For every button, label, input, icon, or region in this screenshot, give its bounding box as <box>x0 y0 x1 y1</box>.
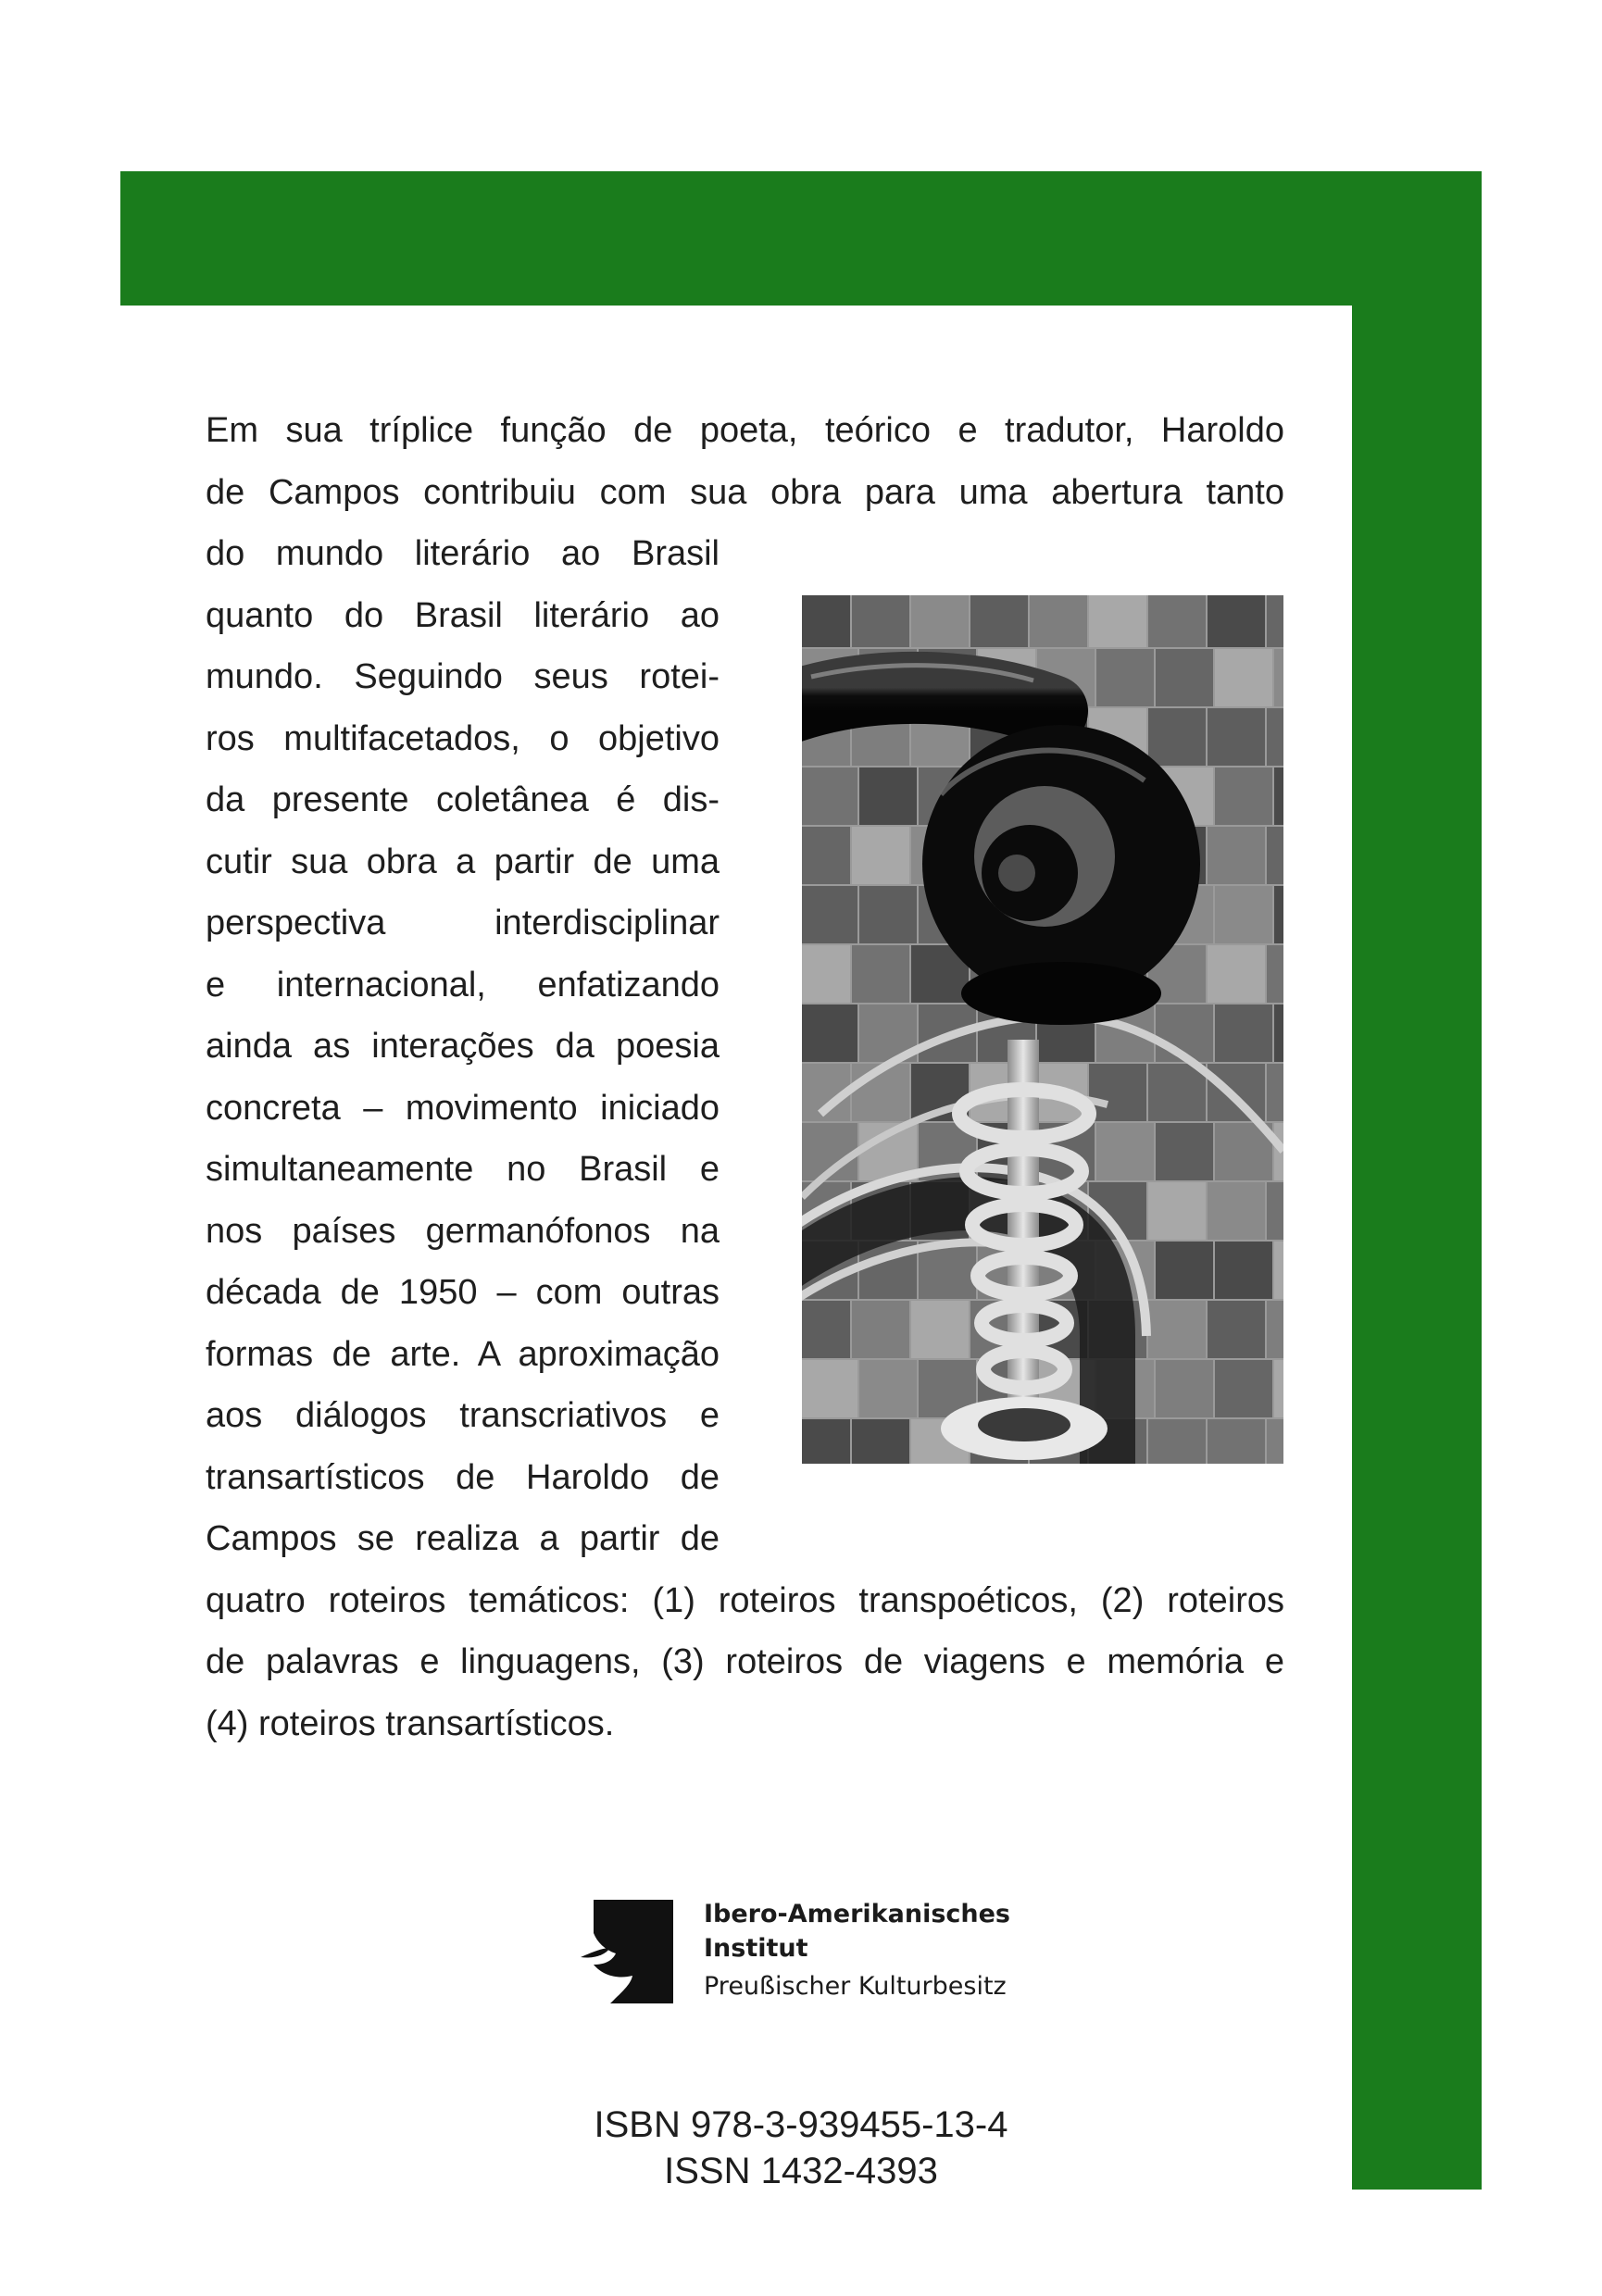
publisher-subtitle: Preußischer Kulturbesitz <box>704 1972 1007 2001</box>
blurb-line: de palavras e linguagens, (3) roteiros de viagens e memória e <box>206 1642 1284 1681</box>
floor-tile <box>802 945 850 1003</box>
floor-tile <box>1215 767 1272 825</box>
floor-tile <box>1148 708 1206 766</box>
blurb-line: concreta – movimento iniciado <box>206 1088 720 1128</box>
blurb-line: nos países germanófonos na <box>206 1211 720 1251</box>
floor-tile <box>852 1301 909 1358</box>
floor-tile <box>911 595 969 647</box>
blurb-line: perspectiva interdisciplinar <box>206 904 720 942</box>
blurb-line: (4) roteiros transartísticos. <box>206 1703 615 1743</box>
blurb-line: Campos se realiza a partir de <box>206 1519 720 1558</box>
floor-tile <box>1274 1242 1283 1299</box>
floor-tile <box>802 886 857 943</box>
floor-tile <box>859 886 917 943</box>
blurb-line: quanto do Brasil literário ao <box>206 595 720 635</box>
floor-tile <box>1208 708 1265 766</box>
floor-tile <box>970 595 1028 647</box>
publisher-name-line1: Ibero-Amerikanisches <box>704 1900 1011 1928</box>
eagle-logo-icon <box>581 1900 673 2003</box>
floor-tile <box>1208 1301 1265 1358</box>
floor-tile <box>852 945 909 1003</box>
floor-tile <box>852 1419 909 1464</box>
blurb-line: e internacional, enfatizando <box>206 965 720 1004</box>
floor-tile <box>1215 1004 1272 1062</box>
green-frame-top <box>120 171 1482 306</box>
publisher-block <box>704 1897 1010 2003</box>
floor-tile <box>1267 1182 1283 1240</box>
floor-tile <box>1156 1360 1213 1417</box>
floor-tile <box>1267 1419 1283 1464</box>
floor-tile <box>1267 708 1283 766</box>
floor-tile <box>1267 1301 1283 1358</box>
blurb-lines-top <box>206 400 1284 523</box>
publisher-name-line2: Institut <box>704 1934 808 1963</box>
blurb-line: mundo. Seguindo seus rotei- <box>206 657 720 696</box>
floor-tile <box>1096 649 1154 706</box>
floor-tile <box>1208 1064 1265 1121</box>
floor-tile <box>859 1360 917 1417</box>
floor-tile <box>1208 1419 1265 1464</box>
floor-tile <box>1096 1123 1154 1180</box>
floor-tile <box>1274 649 1283 706</box>
floor-tile <box>1267 945 1283 1003</box>
floor-tile <box>802 1004 857 1062</box>
floor-tile <box>852 595 909 647</box>
floor-tile <box>1215 1242 1272 1299</box>
floor-tile <box>802 767 857 825</box>
issn-text: ISSN 1432-4393 <box>664 2151 938 2191</box>
floor-tile <box>1215 649 1272 706</box>
floor-tile <box>1156 1242 1213 1299</box>
floor-tile <box>859 767 917 825</box>
floor-tile <box>1148 1064 1206 1121</box>
isbn-text: ISBN 978-3-939455-13-4 <box>594 2104 1008 2145</box>
floor-tile <box>1148 1419 1206 1464</box>
blurb-line: ros multifacetados, o objetivo <box>206 718 720 758</box>
floor-tile <box>1267 1064 1283 1121</box>
blurb-line: transartísticos de Haroldo de <box>206 1457 720 1497</box>
floor-tile <box>1089 595 1146 647</box>
blurb-line: simultaneamente no Brasil e <box>206 1150 720 1189</box>
floor-tile <box>1274 1004 1283 1062</box>
floor-tile <box>1274 886 1283 943</box>
floor-tile <box>1148 1182 1206 1240</box>
blurb-line: cutir sua obra a partir de uma <box>206 842 720 881</box>
floor-tile <box>802 1360 857 1417</box>
identifier-block <box>0 2102 1602 2194</box>
floor-tile <box>1030 595 1087 647</box>
blurb-line: de Campos contribuiu com sua obra para uma abertura tanto <box>206 472 1284 512</box>
blurb-line: do mundo literário ao Brasil <box>206 534 720 573</box>
floor-tile <box>1208 945 1265 1003</box>
floor-tile <box>852 827 909 884</box>
blurb-line: da presente coletânea é dis- <box>206 780 720 819</box>
floor-tile <box>1148 595 1206 647</box>
floor-tile <box>1215 886 1272 943</box>
floor-tile <box>802 1301 850 1358</box>
floor-tile <box>1208 1182 1265 1240</box>
floor-tile <box>1215 1360 1272 1417</box>
floor-tile <box>802 827 850 884</box>
blurb-line: Em sua tríplice função de poeta, teórico e tradutor, Haroldo <box>206 411 1284 450</box>
green-frame-right <box>1352 171 1482 2190</box>
floor-tile <box>911 1301 969 1358</box>
floor-tile <box>1208 827 1265 884</box>
blurb-line: formas de arte. A aproximação <box>206 1334 720 1374</box>
floor-tile <box>1156 649 1213 706</box>
blurb-lines-wrapped <box>206 523 720 1570</box>
spiral-handrail-photo-icon <box>802 595 1283 1464</box>
floor-tile <box>1274 767 1283 825</box>
floor-tile <box>1148 1301 1206 1358</box>
floor-tile <box>1089 1064 1146 1121</box>
floor-tile <box>802 1419 850 1464</box>
blurb-lines-bottom <box>206 1570 1284 1755</box>
floor-tile <box>1274 1360 1283 1417</box>
floor-tile <box>1156 1123 1213 1180</box>
floor-tile <box>1267 595 1283 647</box>
blurb-line: década de 1950 – com outras <box>206 1273 720 1312</box>
floor-tile <box>802 595 850 647</box>
blurb-line: aos diálogos transcriativos e <box>206 1396 720 1435</box>
blurb-line: ainda as interações da poesia <box>206 1027 720 1066</box>
floor-tile <box>1208 595 1265 647</box>
floor-tile <box>1267 827 1283 884</box>
blurb-line: quatro roteiros temáticos: (1) roteiros transpoéticos, (2) roteiros <box>206 1580 1284 1620</box>
